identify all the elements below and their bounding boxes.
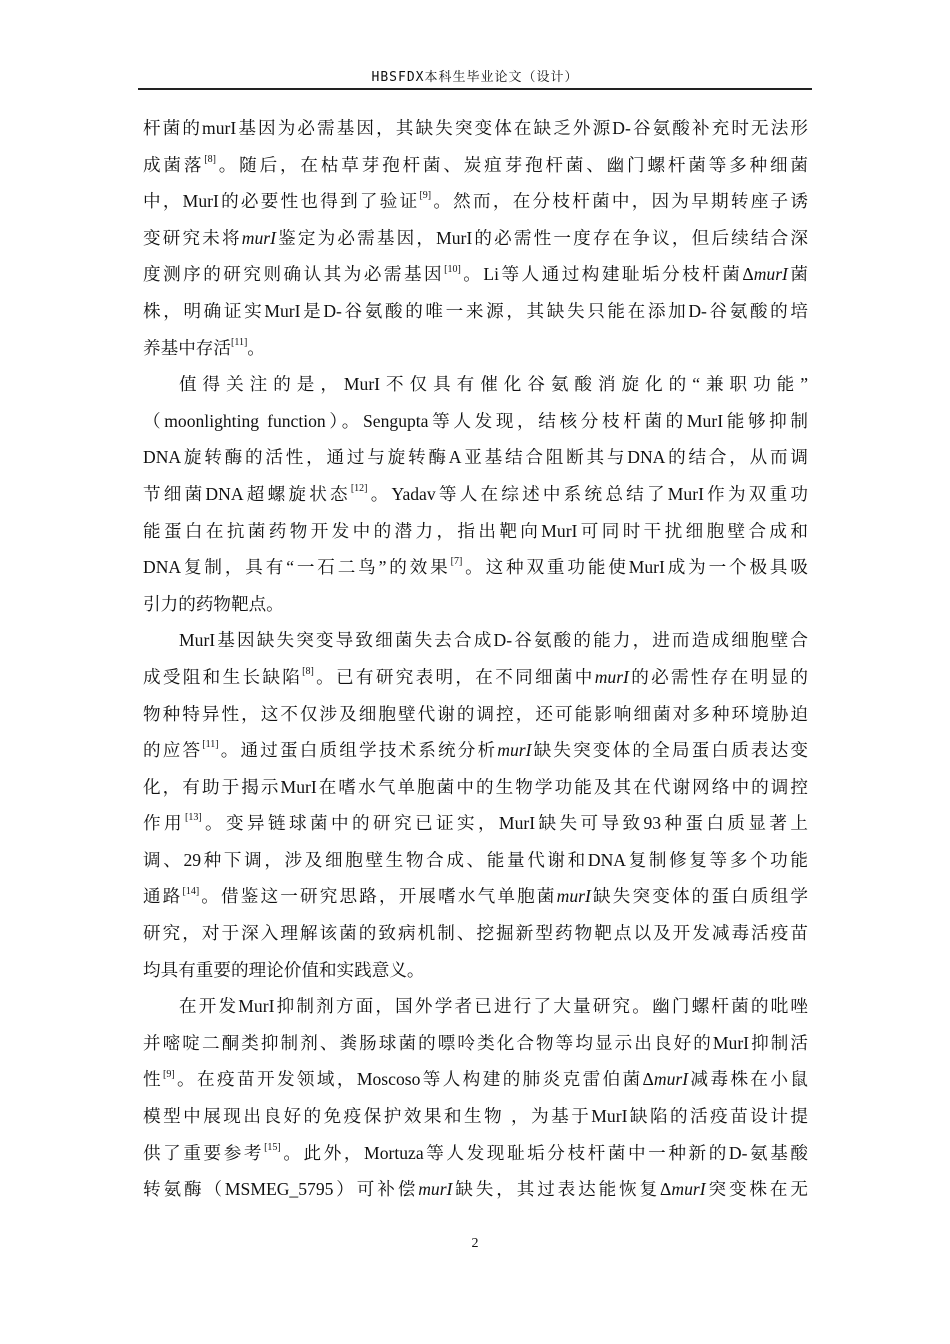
text-line: 成菌落[8]。随后，在枯草芽孢杆菌、炭疽芽孢杆菌、幽门螺杆菌等多种细菌 [143,153,808,175]
text-line: 值得关注的是，MurI不仅具有催化谷氨酸消旋化的“兼职功能” [179,374,808,395]
text-line: （moonlighting function）。Sengupta等人发现，结核分枝杆菌的MurI能够抑制 [143,410,808,431]
text-line: DNA复制，具有“一石二鸟”的效果[7]。这种双重功能使MurI成为一个极具吸 [143,556,808,578]
text-line: MurI基因缺失突变导致细菌失去合成D-谷氨酸的能力，进而造成细胞壁合 [179,630,808,651]
text-line: 研究，对于深入理解该菌的致病机制、挖掘新型药物靶点以及开发减毒活疫苗 [143,923,808,944]
text-line: 中，MurI的必要性也得到了验证[9]。然而，在分枝杆菌中，因为早期转座子诱 [143,190,808,212]
text-line: DNA旋转酶的活性，通过与旋转酶A亚基结合阻断其与DNA的结合，从而调 [143,447,808,468]
text-line: 度测序的研究则确认其为必需基因[10]。Li等人通过构建耻垢分枝杆菌ΔmurI菌 [143,263,808,285]
text-line: 能蛋白在抗菌药物开发中的潜力，指出靶向MurI可同时干扰细胞壁合成和 [143,520,808,541]
text-line: 变研究未将murI鉴定为必需基因，MurI的必需性一度存在争议，但后续结合深 [143,227,808,248]
text-line: 在开发MurI抑制剂方面，国外学者已进行了大量研究。幽门螺杆菌的吡唑 [179,996,808,1017]
text-line: 杆菌的murI基因为必需基因，其缺失突变体在缺乏外源D-谷氨酸补充时无法形 [143,118,808,138]
text-line: 株，明确证实MurI是D-谷氨酸的唯一来源，其缺失只能在添加D-谷氨酸的培 [143,300,808,321]
text-line: 供了重要参考[15]。此外，Mortuza等人发现耻垢分枝杆菌中一种新的D-氨基酸 [143,1141,808,1163]
text-line: 均具有重要的理论价值和实践意义。 [143,959,425,980]
text-line: 成受阻和生长缺陷[8]。已有研究表明，在不同细菌中murI的必需性存在明显的 [143,666,808,687]
paragraph-4 [143,988,808,1208]
page-number: 2 [471,1236,479,1251]
running-header: HBSFDX本科生毕业论文（设计） [371,70,579,85]
paragraph-3 [143,622,808,988]
text-line: 转氨酶（MSMEG_5795）可补偿murI缺失，其过表达能恢复ΔmurI突变株在无 [143,1179,808,1200]
text-line: 并嘧啶二酮类抑制剂、粪肠球菌的嘌呤类化合物等均显示出良好的MurI抑制活 [143,1032,808,1053]
text-line: 引力的药物靶点。 [143,593,284,614]
paragraph-1 [143,110,808,366]
header-rule [138,88,812,90]
text-line: 通路[14]。借鉴这一研究思路，开展嗜水气单胞菌murI缺失突变体的蛋白质组学 [143,885,808,907]
text-line: 调、29种下调，涉及细胞壁生物合成、能量代谢和DNA复制修复等多个功能 [143,849,808,870]
text-line: 节细菌DNA超螺旋状态[12]。Yadav等人在综述中系统总结了MurI作为双重功 [143,483,808,504]
body-text [143,110,808,1208]
text-line: 模型中展现出良好的免疫保护效果和生物 ，为基于MurI缺陷的活疫苗设计提 [143,1106,808,1127]
text-line: 的应答[11]。通过蛋白质组学技术系统分析murI缺失突变体的全局蛋白质表达变 [143,739,808,761]
text-line: 化，有助于揭示MurI在嗜水气单胞菌中的生物学功能及其在代谢网络中的调控 [143,776,808,797]
text-line: 作用[13]。变异链球菌中的研究已证实，MurI缺失可导致93种蛋白质显著上 [143,812,808,834]
text-line: 养基中存活[11]。 [143,336,265,358]
paragraph-2 [143,366,808,622]
text-line: 性[9]。在疫苗开发领域，Moscoso等人构建的肺炎克雷伯菌ΔmurI减毒株在小鼠 [143,1068,808,1090]
text-line: 物种特异性，这不仅涉及细胞壁代谢的调控，还可能影响细菌对多种环境胁迫 [143,703,808,724]
